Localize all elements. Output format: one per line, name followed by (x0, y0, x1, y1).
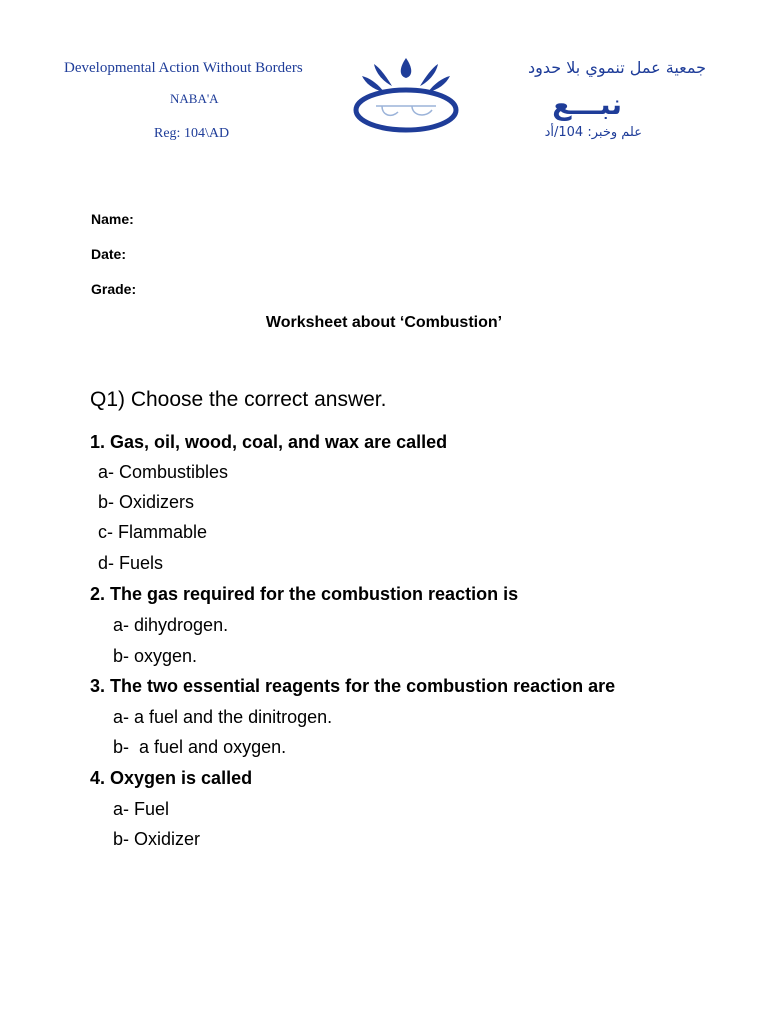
question-1-option-c: c- Flammable (98, 522, 208, 542)
question-2-option-b: b- oxygen. (113, 646, 198, 666)
question-1-option-b: b- Oxidizers (98, 492, 195, 512)
question-4-option-b: b- Oxidizer (113, 829, 201, 849)
grade-field-label: Grade: (91, 281, 137, 297)
question-4: 4. Oxygen is called (90, 768, 253, 788)
registration-arabic: علم وخبر: 104/أد (544, 125, 642, 140)
question-4-option-a: a- Fuel (113, 799, 170, 819)
question-2: 2. The gas required for the combustion reaction is (90, 584, 519, 604)
org-short-name-english: NABA'A (170, 91, 219, 106)
org-name-arabic: جمعية عمل تنموي بلا حدود (528, 58, 706, 77)
question-1-option-a: a- Combustibles (98, 462, 229, 482)
date-field-label: Date: (91, 246, 127, 262)
section-heading: Q1) Choose the correct answer. (90, 388, 387, 411)
question-1: 1. Gas, oil, wood, coal, and wax are called (90, 432, 448, 452)
question-3-option-b: b- a fuel and oxygen. (113, 737, 287, 757)
name-field-label: Name: (91, 211, 134, 227)
question-3: 3. The two essential reagents for the combustion reaction are (90, 676, 616, 696)
org-short-name-arabic: نبـــع (552, 88, 622, 121)
question-1-option-d: d- Fuels (98, 553, 164, 573)
registration-english: Reg: 104\AD (154, 126, 230, 141)
org-name-english: Developmental Action Without Borders (64, 60, 303, 76)
nabaa-logo-icon (352, 54, 460, 138)
question-2-option-a: a- dihydrogen. (113, 615, 229, 635)
question-3-option-a: a- a fuel and the dinitrogen. (113, 707, 333, 727)
worksheet-title: Worksheet about ‘Combustion’ (265, 314, 503, 331)
